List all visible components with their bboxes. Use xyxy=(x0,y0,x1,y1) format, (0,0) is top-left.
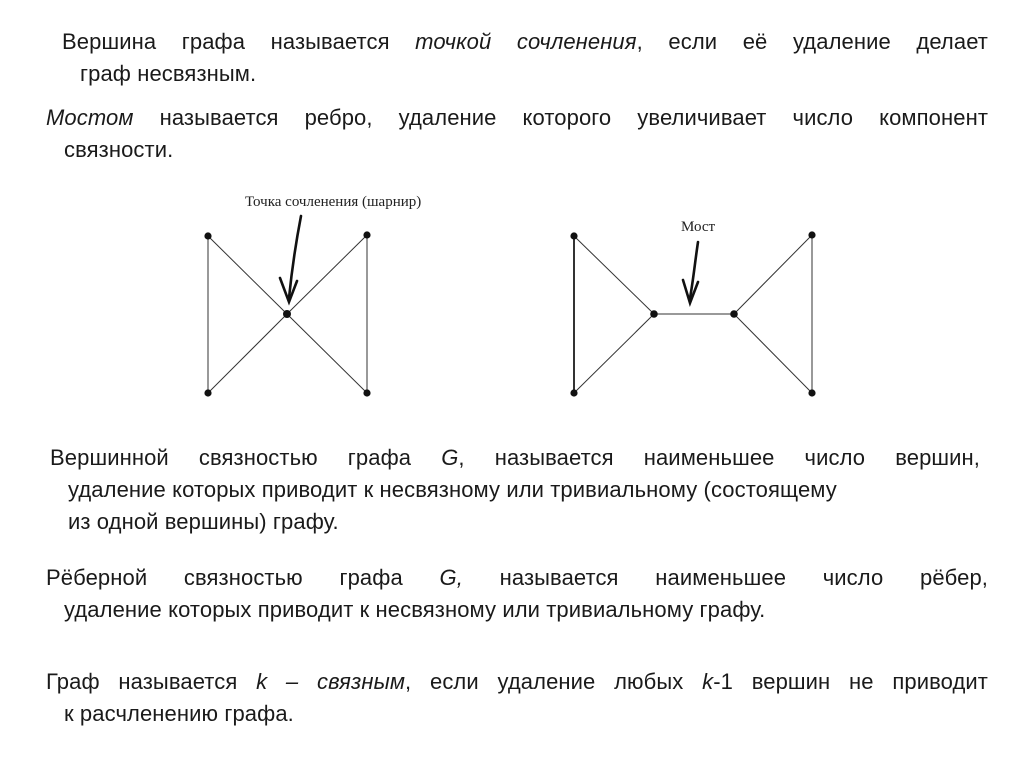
graph-vertex xyxy=(650,310,658,318)
graph-vertex xyxy=(570,232,577,239)
graph-edge xyxy=(734,235,812,314)
graph-vertex xyxy=(363,389,370,396)
graph-vertex xyxy=(730,310,738,318)
definition-line: связности. xyxy=(64,137,174,162)
bridge-graph xyxy=(574,235,812,393)
definition-line: Мостом называется ребро, удаление которого увеличивает число компонент xyxy=(46,105,988,130)
articulation-point-label: Точка сочленения (шарнир) xyxy=(245,194,422,210)
graph-edge xyxy=(208,236,287,314)
definition-line: Граф называется k – связным, если удаление любых k-1 вершин не приводит xyxy=(46,669,988,694)
definition-line: из одной вершины) графу. xyxy=(68,509,339,534)
definition-line: удаление которых приводит к несвязному или тривиальному графу. xyxy=(64,597,766,622)
graph-edge xyxy=(208,314,287,393)
var-k: k xyxy=(702,669,714,694)
bridge-label: Мост xyxy=(681,219,716,235)
graph-edge xyxy=(574,236,654,314)
definition-edge-connectivity xyxy=(46,562,988,626)
term-k-connected: k – связным xyxy=(256,669,406,694)
graph-vertex xyxy=(204,389,211,396)
var-g: G xyxy=(441,445,459,470)
graph-edge xyxy=(287,314,367,393)
definition-vertex-connectivity xyxy=(50,442,980,538)
graph-vertex xyxy=(363,231,370,238)
graph-vertex xyxy=(204,232,211,239)
definition-line: Вершина графа называется точкой сочленения, если её удаление делает xyxy=(62,29,988,54)
graph-vertex xyxy=(808,231,815,238)
definition-line: Вершинной связностью графа G, называется наименьшее число вершин, xyxy=(50,445,981,470)
term-articulation-point: точкой сочленения xyxy=(415,29,637,54)
definition-line: к расчленению графа. xyxy=(64,701,294,726)
arrow-to-bridge xyxy=(683,242,698,303)
var-g: G, xyxy=(439,565,463,590)
definition-line: граф несвязным. xyxy=(80,61,257,86)
graph-edge xyxy=(287,235,367,314)
definition-line: Рёберной связностью графа G, называется наименьшее число рёбер, xyxy=(46,565,988,590)
definition-k-connected xyxy=(46,666,988,730)
definition-line: удаление которых приводит к несвязному или тривиальному (состоящему xyxy=(68,477,837,502)
graph-edge xyxy=(734,314,812,393)
articulation-vertex xyxy=(283,310,291,318)
graph-vertex xyxy=(570,389,577,396)
term-bridge: Мостом xyxy=(46,105,134,130)
arrow-to-articulation-point xyxy=(280,216,301,302)
graph-vertex xyxy=(808,389,815,396)
graph-edge xyxy=(574,314,654,393)
